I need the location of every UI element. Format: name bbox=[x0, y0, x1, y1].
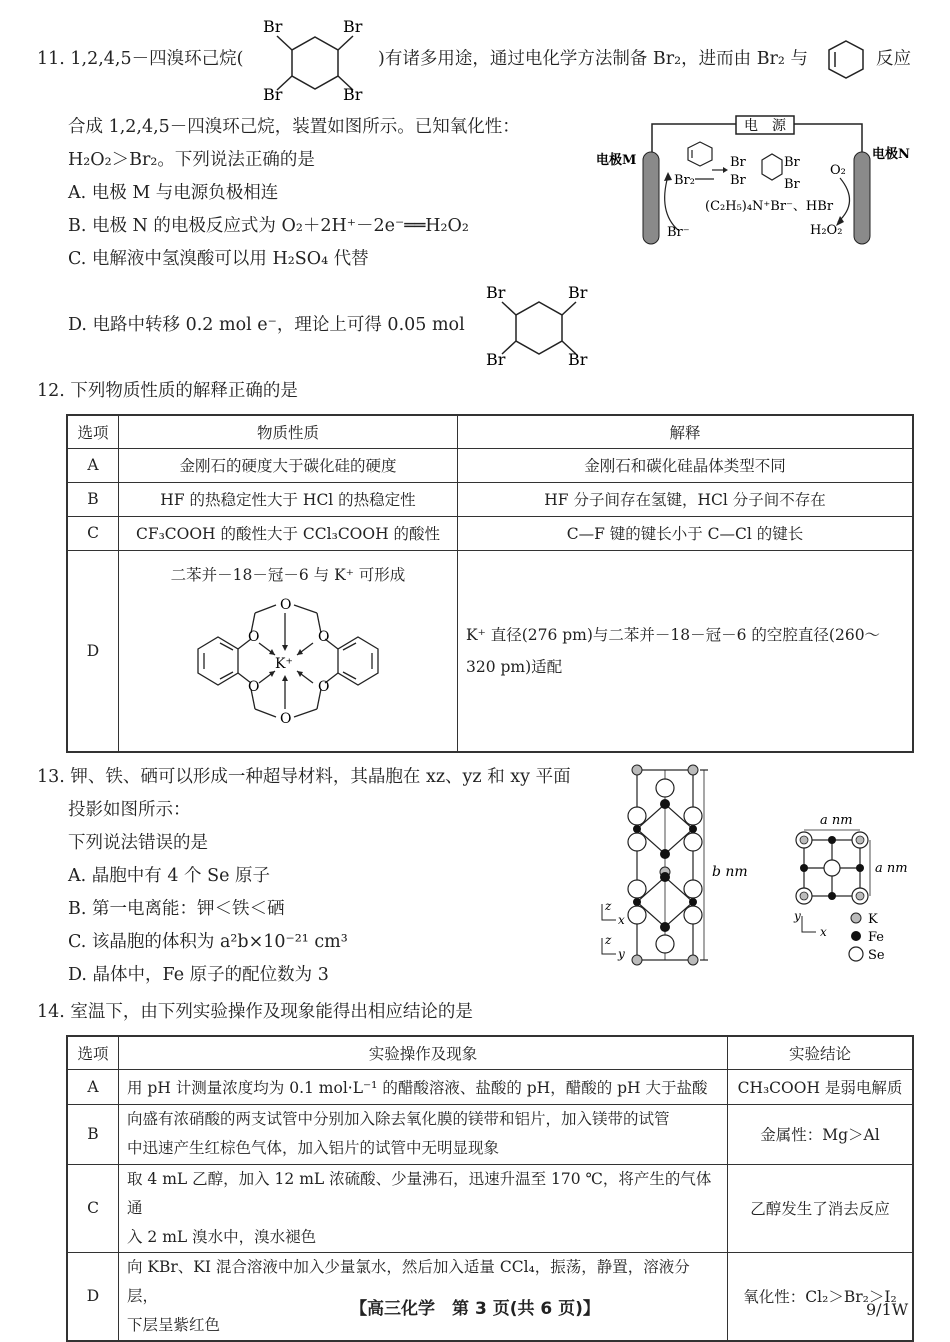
row-conclusion: CH₃COOH 是弱电解质 bbox=[728, 1069, 914, 1104]
row-operation-line: 下层呈紫红色 bbox=[127, 1315, 221, 1334]
table-row bbox=[67, 550, 913, 752]
br-label: Br bbox=[568, 283, 588, 302]
q13-option-b: B. 第一电离能：钾＜铁＜硒 bbox=[68, 899, 285, 919]
row-explanation: K⁺ 直径(276 pm)与二苯并－18－冠－6 的空腔直径(260～ bbox=[466, 625, 881, 644]
header-property: 物质性质 bbox=[119, 415, 458, 448]
oxygen-label: O bbox=[248, 678, 260, 695]
row-operation-line: 向 KBr、KI 混合溶液中加入少量氯水，然后加入适量 CCl₄，振荡，静置，溶液分层， bbox=[127, 1257, 690, 1305]
h2o2-label: H₂O₂ bbox=[810, 223, 843, 238]
row-explanation: 金刚石和碳化硅晶体类型不同 bbox=[458, 448, 914, 482]
legend-se-label: Se bbox=[868, 948, 885, 963]
row-explanation: C—F 键的键长小于 C—Cl 的键长 bbox=[458, 516, 914, 550]
row-conclusion: 乙醇发生了消去反应 bbox=[728, 1164, 914, 1252]
electrolyte-label: (C₂H₅)₄N⁺Br⁻、HBr bbox=[705, 199, 834, 214]
legend-fe-label: Fe bbox=[868, 930, 885, 945]
br-label: Br bbox=[568, 350, 588, 368]
header-conclusion: 实验结论 bbox=[728, 1036, 914, 1069]
tetrabromocyclohexane-icon bbox=[762, 154, 782, 180]
row-property: 金刚石的硬度大于碳化硅的硬度 bbox=[119, 448, 458, 482]
table-row bbox=[67, 1164, 913, 1252]
header-operation: 实验操作及现象 bbox=[119, 1036, 728, 1069]
header-explanation: 解释 bbox=[458, 415, 914, 448]
q11-line3: H₂O₂＞Br₂。下列说法正确的是 bbox=[68, 150, 315, 170]
row-option: A bbox=[67, 1069, 119, 1104]
row-option: C bbox=[67, 1164, 119, 1252]
table-row bbox=[67, 1252, 913, 1341]
row-property: 二苯并－18－冠－6 与 K⁺ 可形成 bbox=[170, 565, 406, 584]
power-source-label: 电 源 bbox=[744, 118, 786, 134]
row-explanation: 320 pm)适配 bbox=[466, 657, 563, 676]
br-label: Br bbox=[784, 177, 800, 192]
crystal-cell-projection-diagram bbox=[592, 764, 922, 974]
row-option: B bbox=[67, 482, 119, 516]
q11-line2: 合成 1,2,4,5－四溴环己烷，装置如图所示。已知氧化性： bbox=[68, 117, 520, 137]
table-row bbox=[67, 1104, 913, 1164]
row-option: A bbox=[67, 448, 119, 482]
a-dimension-label: a nm bbox=[820, 813, 853, 828]
q13-line3: 下列说法错误的是 bbox=[68, 833, 208, 853]
axis-x-label: x bbox=[618, 913, 625, 927]
a-dimension-label: a nm bbox=[875, 861, 908, 876]
row-property-cell bbox=[119, 550, 458, 752]
row-conclusion: 金属性：Mg＞Al bbox=[728, 1104, 914, 1164]
q11-line1-c: 反应 bbox=[876, 49, 911, 69]
q11-option-a: A. 电极 M 与电源负极相连 bbox=[68, 183, 279, 203]
se-legend-icon bbox=[849, 947, 863, 961]
q11-option-b: B. 电极 N 的电极反应式为 O₂＋2H⁺－2e⁻══H₂O₂ bbox=[68, 216, 469, 236]
q13-line2: 投影如图所示： bbox=[68, 800, 191, 820]
q13-line1: 13. 钾、铁、硒可以形成一种超导材料，其晶胞在 xz、yz 和 xy 平面 bbox=[37, 767, 571, 787]
oxygen-label: O bbox=[280, 710, 292, 727]
br-label: Br bbox=[486, 350, 506, 368]
br-label: Br bbox=[263, 17, 283, 36]
tetrabromocyclohexane-structure bbox=[482, 280, 597, 368]
table-row bbox=[67, 482, 913, 516]
oxygen-label: O bbox=[280, 596, 292, 613]
oxygen-label: O bbox=[318, 628, 330, 645]
electrode-m-label: 电极M bbox=[596, 153, 637, 168]
br-minus-label: Br⁻ bbox=[667, 225, 690, 240]
table-row bbox=[67, 448, 913, 482]
electrolysis-apparatus-diagram bbox=[592, 112, 922, 250]
oxygen-label: O bbox=[318, 678, 330, 695]
row-operation bbox=[119, 1069, 728, 1104]
q12-table bbox=[66, 414, 914, 753]
row-operation-line: 入 2 mL 溴水中，溴水褪色 bbox=[127, 1227, 317, 1246]
oxygen-label: O bbox=[248, 628, 260, 645]
br-label: Br bbox=[343, 85, 363, 102]
q14-stem: 14. 室温下，由下列实验操作及现象能得出相应结论的是 bbox=[37, 1002, 473, 1022]
axis-z-label: z bbox=[605, 933, 612, 947]
br-label: Br bbox=[263, 85, 283, 102]
row-operation-line: 向盛有浓硝酸的两支试管中分别加入除去氧化膜的镁带和铝片，加入镁带的试管 bbox=[127, 1110, 670, 1128]
row-option: D bbox=[67, 550, 119, 752]
row-option: D bbox=[67, 1252, 119, 1341]
k-legend-icon bbox=[851, 913, 861, 923]
row-explanation: HF 分子间存在氢键，HCl 分子间不存在 bbox=[458, 482, 914, 516]
axis-y-label: y bbox=[618, 947, 625, 961]
row-operation bbox=[119, 1164, 728, 1252]
row-operation-line: 取 4 mL 乙醇，加入 12 mL 浓硫酸、少量沸石，迅速升温至 170 ℃，将产生的气体通 bbox=[127, 1169, 712, 1217]
electrode-m bbox=[643, 152, 659, 244]
tetrabromocyclohexane-structure bbox=[255, 12, 375, 102]
row-operation bbox=[119, 1252, 728, 1341]
br-label: Br bbox=[784, 155, 800, 170]
q11-line1-b: )有诸多用途，通过电化学方法制备 Br₂，进而由 Br₂ 与 bbox=[378, 49, 808, 69]
row-explanation-cell bbox=[458, 550, 914, 752]
legend-k-label: K bbox=[868, 912, 878, 927]
page-code: 9/1W bbox=[866, 1300, 909, 1319]
table-header-row bbox=[67, 415, 913, 448]
row-property: CF₃COOH 的酸性大于 CCl₃COOH 的酸性 bbox=[119, 516, 458, 550]
axis-y-label: y bbox=[794, 909, 801, 923]
b-dimension-label: b nm bbox=[712, 864, 748, 880]
row-option: C bbox=[67, 516, 119, 550]
q13-option-a: A. 晶胞中有 4 个 Se 原子 bbox=[68, 866, 270, 886]
electrode-n bbox=[854, 152, 870, 244]
header-option: 选项 bbox=[67, 1036, 119, 1069]
cyclohexene-structure bbox=[826, 38, 866, 80]
table-header-row bbox=[67, 1036, 913, 1069]
q11-line1-a: 11. 1,2,4,5－四溴环己烷( bbox=[37, 49, 244, 69]
axis-x-label: x bbox=[820, 925, 827, 939]
electrode-n-label: 电极N bbox=[872, 147, 910, 162]
table-row bbox=[67, 516, 913, 550]
br-label: Br bbox=[730, 173, 746, 188]
row-operation-line: 中迅速产生红棕色气体，加入铝片的试管中无明显现象 bbox=[127, 1139, 500, 1157]
q14-table bbox=[66, 1035, 914, 1342]
q11-option-d: D. 电路中转移 0.2 mol e⁻，理论上可得 0.05 mol bbox=[68, 315, 465, 335]
axis-z-label: z bbox=[605, 899, 612, 913]
q13-option-c: C. 该晶胞的体积为 a²b×10⁻²¹ cm³ bbox=[68, 932, 348, 952]
row-operation-line: 用 pH 计测量浓度均为 0.1 mol·L⁻¹ 的醋酸溶液、盐酸的 pH，醋酸的 pH 大于盐酸 bbox=[127, 1078, 708, 1097]
row-option: B bbox=[67, 1104, 119, 1164]
row-operation bbox=[119, 1104, 728, 1164]
br-label: Br bbox=[343, 17, 363, 36]
crown-ether-k-complex-structure bbox=[163, 591, 413, 741]
q11-option-c: C. 电解液中氢溴酸可以用 H₂SO₄ 代替 bbox=[68, 249, 369, 269]
o2-label: O₂ bbox=[830, 163, 846, 178]
q13-option-d: D. 晶体中，Fe 原子的配位数为 3 bbox=[68, 965, 329, 985]
k-ion-label: K⁺ bbox=[275, 655, 293, 672]
br2-label: Br₂ bbox=[674, 173, 695, 188]
fe-legend-icon bbox=[851, 931, 861, 941]
header-option: 选项 bbox=[67, 415, 119, 448]
br-label: Br bbox=[486, 283, 506, 302]
page-footer-title: 【高三化学 第 3 页(共 6 页)】 bbox=[350, 1299, 600, 1319]
row-property: HF 的热稳定性大于 HCl 的热稳定性 bbox=[119, 482, 458, 516]
table-row bbox=[67, 1069, 913, 1104]
row-conclusion: 氧化性：Cl₂＞Br₂＞I₂ bbox=[728, 1252, 914, 1341]
br-label: Br bbox=[730, 155, 746, 170]
q12-stem: 12. 下列物质性质的解释正确的是 bbox=[37, 381, 298, 401]
